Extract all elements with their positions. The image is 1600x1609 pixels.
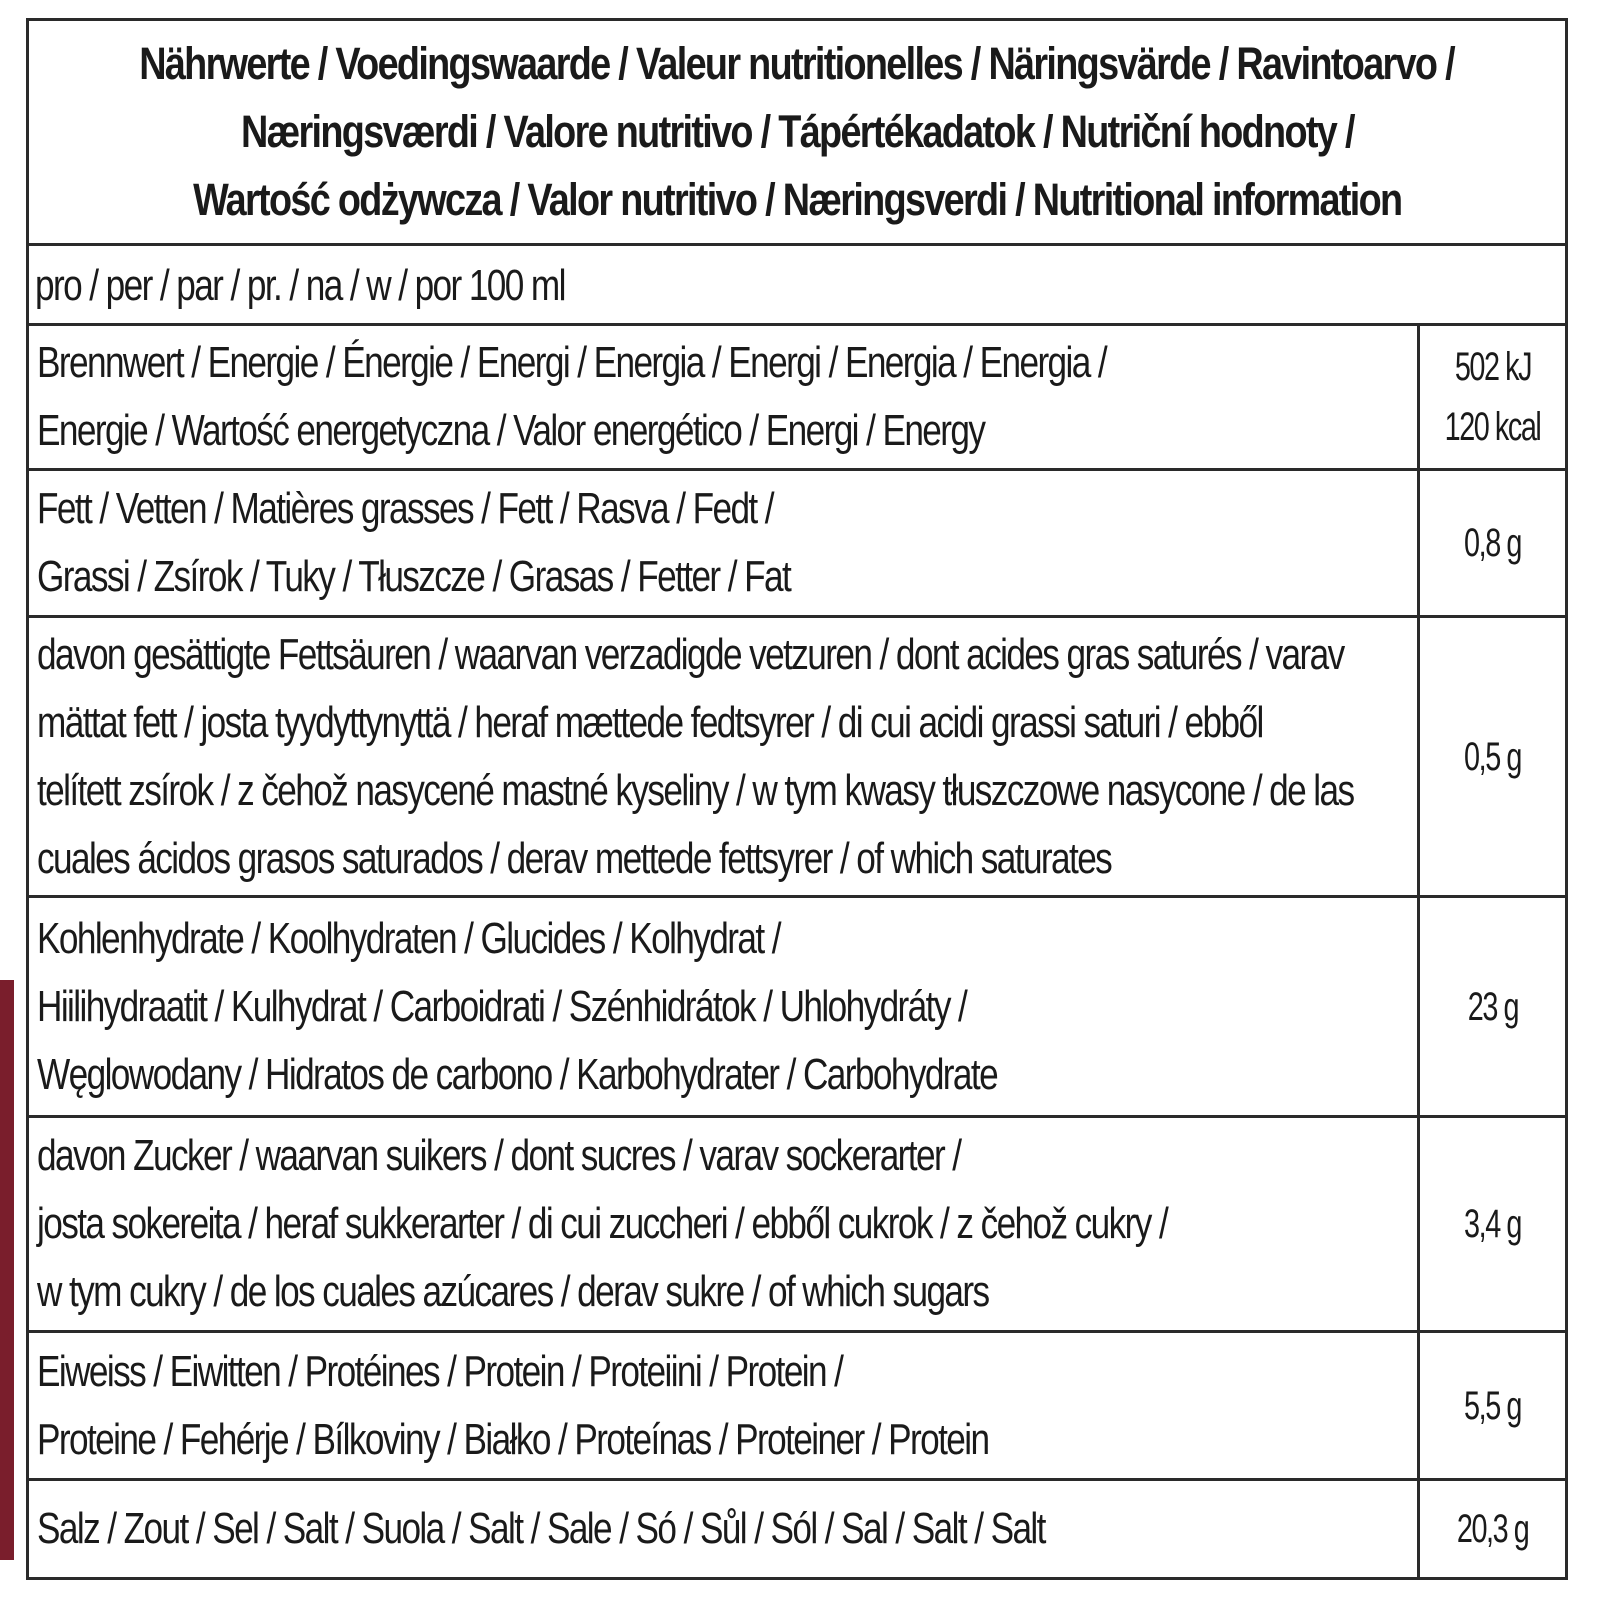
sugars-value-text: 3,4 g: [1464, 1202, 1521, 1246]
protein-row: [29, 1333, 1565, 1481]
carbohydrate-name-line-3: Węglowodany / Hidratos de carbono / Karbohydrater / Carbohydrate: [37, 1049, 998, 1099]
fat-name-line-1: Fett / Vetten / Matières grasses / Fett / Rasva / Fedt /: [37, 484, 773, 533]
sugars-value: [1417, 1118, 1565, 1330]
sugars-name-line-2: josta sokereita / heraf sukkerarter / di cui zuccheri / ebből cukrok / z čehož cukry /: [37, 1199, 1168, 1248]
salt-name: [37, 1481, 1407, 1577]
energy-row: [29, 326, 1565, 471]
background-edge-strip: [0, 980, 14, 1560]
energy-name-line-2: Energie / Wartość energetyczna / Valor energético / Energi / Energy: [37, 406, 985, 455]
fat-value: [1417, 471, 1565, 615]
carbohydrate-name: [37, 898, 1407, 1115]
energy-value-kj: 502 kJ: [1454, 345, 1531, 389]
carbohydrate-name-line-2: Hiilihydraatit / Kulhydrat / Carboidrati / Szénhidrátok / Uhlohydráty /: [37, 981, 967, 1031]
saturates-name-line-1: davon gesättigte Fettsäuren / waarvan verzadigde vetzuren / dont acides gras saturés / varav: [37, 629, 1344, 679]
per-100ml-row: [29, 246, 1565, 326]
protein-value-text: 5,5 g: [1464, 1383, 1521, 1428]
carbohydrate-row: [29, 898, 1565, 1118]
protein-value: [1417, 1333, 1565, 1478]
saturates-row: [29, 618, 1565, 898]
energy-value: [1417, 326, 1565, 468]
fat-value-text: 0,8 g: [1464, 521, 1521, 565]
saturates-name-line-2: mättat fett / josta tyydyttynyttä / heraf mættede fedtsyrer / di cui acidi grassi saturi / ebből: [37, 697, 1263, 747]
sugars-name-line-3: w tym cukry / de los cuales azúcares / derav sukre / of which sugars: [37, 1267, 989, 1316]
protein-name-line-2: Proteine / Fehérje / Bílkoviny / Białko / Proteínas / Proteiner / Protein: [37, 1414, 989, 1464]
carbohydrate-value-text: 23 g: [1467, 984, 1518, 1029]
fat-name-line-2: Grassi / Zsírok / Tuky / Tłuszcze / Grasas / Fetter / Fat: [37, 552, 791, 601]
nutrition-header: [29, 21, 1565, 246]
saturates-value-text: 0,5 g: [1464, 734, 1521, 779]
nutrition-label: [26, 18, 1568, 1580]
salt-name-line-1: Salz / Zout / Sel / Salt / Suola / Salt / Sale / Só / Sůl / Sól / Sal / Salt / Salt: [37, 1504, 1045, 1553]
salt-value: [1417, 1481, 1565, 1577]
protein-name: [37, 1333, 1407, 1478]
sugars-name-line-1: davon Zucker / waarvan suikers / dont sucres / varav sockerarter /: [37, 1131, 961, 1180]
header-line-1: Nährwerte / Voedingswaarde / Valeur nutritionelles / Näringsvärde / Ravintoarvo /: [139, 38, 1455, 89]
energy-value-kcal: 120 kcal: [1444, 405, 1541, 449]
saturates-name-line-4: cuales ácidos grasos saturados / derav mettede fettsyrer / of which saturates: [37, 833, 1112, 883]
energy-name: [37, 326, 1407, 468]
saturates-name-line-3: telített zsírok / z čehož nasycené mastné kyseliny / w tym kwasy tłuszczowe nasycone / de las: [37, 765, 1354, 815]
saturates-name: [37, 618, 1407, 895]
sugars-row: [29, 1118, 1565, 1333]
salt-row: [29, 1481, 1565, 1577]
carbohydrate-name-line-1: Kohlenhydrate / Koolhydraten / Glucides / Kolhydrat /: [37, 913, 780, 963]
saturates-value: [1417, 618, 1565, 895]
per-100ml-label: pro / per / par / pr. / na / w / por 100 ml: [35, 261, 565, 310]
carbohydrate-value: [1417, 898, 1565, 1115]
fat-name: [37, 471, 1407, 615]
protein-name-line-1: Eiweiss / Eiwitten / Protéines / Protein / Proteiini / Protein /: [37, 1346, 843, 1396]
sugars-name: [37, 1118, 1407, 1330]
energy-name-line-1: Brennwert / Energie / Énergie / Energi / Energia / Energi / Energia / Energia /: [37, 338, 1107, 387]
header-line-2: Næringsværdi / Valore nutritivo / Tápértékadatok / Nutriční hodnoty /: [240, 106, 1354, 157]
header-line-3: Wartość odżywcza / Valor nutritivo / Næringsverdi / Nutritional information: [192, 174, 1402, 225]
fat-row: [29, 471, 1565, 618]
salt-value-text: 20,3 g: [1456, 1507, 1529, 1551]
